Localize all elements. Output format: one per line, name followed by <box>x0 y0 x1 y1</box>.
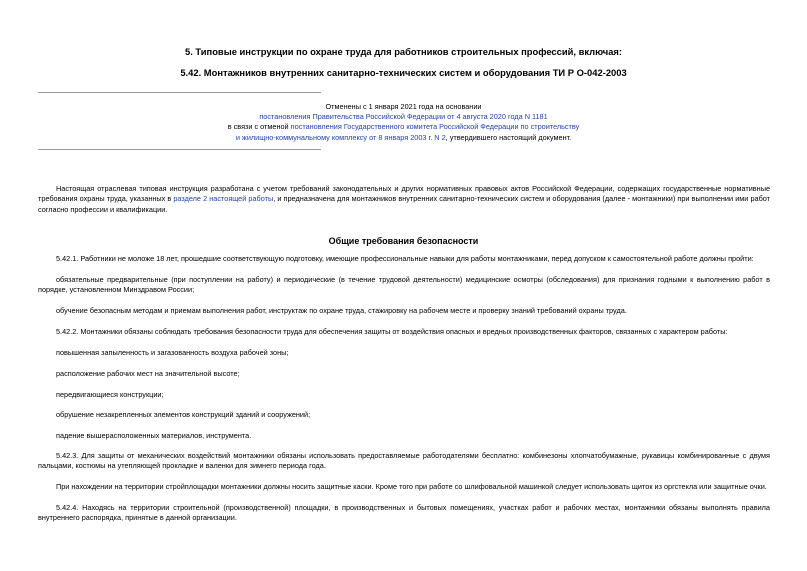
intro-paragraph <box>38 184 770 215</box>
gosstroy-decree-link-part2[interactable]: и жилищно-коммунальному комплексу от 8 января 2003 г. N 2 <box>235 132 446 142</box>
hazard-item: расположение рабочих мест на значительной высоте; <box>56 369 240 378</box>
paragraph-5-42-2: 5.42.2. Монтажники обязаны соблюдать требования безопасности труда для обеспечения защиты от воздействия опасных и вредных производственных факторов, связанных с характером работы: <box>56 327 728 336</box>
helmet-requirement: При нахождении на территории стройплощадки монтажники должны носить защитные каски. Кроме того при работе со шлифовальной машинкой следует использовать щиток из оргстекла или защитные очки. <box>56 482 767 491</box>
section-2-link[interactable]: разделе 2 настоящей работы <box>173 194 274 204</box>
paragraph-5-42-4: 5.42.4. Находясь на территории строительной (производственной) площадки, в производственных и бытовых помещениях, участках работ и рабочих местах, монтажники обязаны выполнять правила внутреннего распорядка, принятые в данной организации. <box>38 503 770 523</box>
hazard-item: обрушение незакрепленных элементов конструкций зданий и сооружений; <box>56 410 311 419</box>
notice-prefix: в связи с отменой <box>227 122 291 132</box>
hazard-item: падение вышерасположенных материалов, инструмента. <box>56 431 252 440</box>
medical-exam-item: обязательные предварительные (при поступлении на работу) и периодические (в течение трудовой деятельности) медицинские осмотры (обследования) для признания годными к выполнению работ в порядке, установленном Минздравом России; <box>38 275 770 295</box>
notice-top-divider <box>38 92 321 93</box>
section-heading: Общие требования безопасности <box>328 236 479 246</box>
paragraph-5-42-3: 5.42.3. Для защиты от механических воздействий монтажники обязаны использовать предоставляемые работодателями бесплатно: комбинезоны хлопчатобумажные, рукавицы комбинированные с двумя пальцами, костюмы на утепляющей прокладке и валенки для зимнего периода года. <box>38 451 770 471</box>
notice-line: Отменены с 1 января 2021 года на основании <box>325 102 482 111</box>
paragraph-5-42-1: 5.42.1. Работники не моложе 18 лет, прошедшие соответствующую подготовку, имеющие профессиональные навыки для работы монтажниками, перед допуском к самостоятельной работе должны пройти: <box>56 254 754 263</box>
intro-text-start: Настоящая отраслевая типовая инструкция разработана с учетом требований законодательных и других нормативных правовых актов Российской Федерации, содержащих государственные нормативные требования охраны труда, указанных в <box>38 184 770 204</box>
hazard-item: повышенная запыленность и загазованность воздуха рабочей зоны; <box>56 348 289 357</box>
training-item: обучение безопасным методам и приемам выполнения работ, инструктаж по охране труда, стажировку на рабочем месте и проверку знаний требований охраны труда. <box>56 306 627 315</box>
government-decree-link[interactable]: постановления Правительства Российской Федерации от 4 августа 2020 года N 1181 <box>259 112 548 122</box>
notice-bottom-divider <box>38 149 321 150</box>
document-subtitle: 5.42. Монтажников внутренних санитарно-технических систем и оборудования ТИ Р О-042-2003 <box>180 67 627 78</box>
hazard-item: передвигающиеся конструкции; <box>56 390 164 399</box>
notice-suffix: , утвердившего настоящий документ. <box>445 132 572 142</box>
gosstroy-decree-link-part1[interactable]: постановления Государственного комитета Российской Федерации по строительству <box>290 122 580 132</box>
intro-text-end: , и предназначена для монтажников внутренних санитарно-технических систем и оборудования (далее - монтажники) при выполнении ими работ согласно профессии и квалификации. <box>38 194 771 214</box>
document-title: 5. Типовые инструкции по охране труда для работников строительных профессий, включая: <box>184 46 623 57</box>
cancellation-notice <box>0 102 807 143</box>
